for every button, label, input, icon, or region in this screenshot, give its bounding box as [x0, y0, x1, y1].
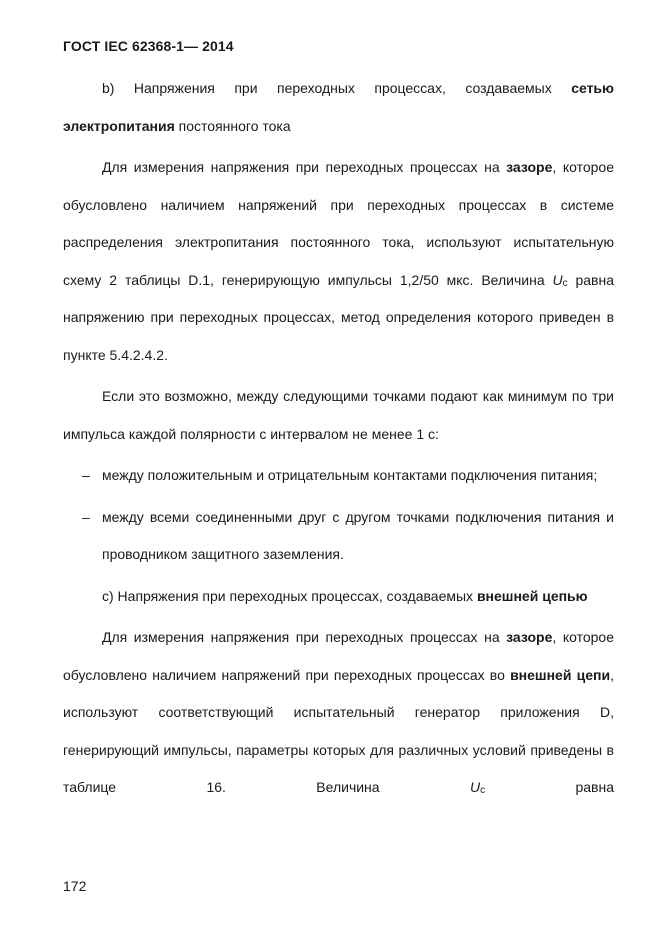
term-external-circuit: внешней цепью	[476, 587, 588, 604]
page-number: 172	[63, 878, 87, 894]
term-external-circuit: внешней цепи	[510, 666, 611, 683]
term-gap: зазоре	[506, 159, 553, 175]
paragraph-b-heading: b) Напряжения при переходных процессах, создаваемых сетью электропитания постоянного тока	[63, 80, 614, 134]
symbol-u-subscript: с	[562, 277, 568, 289]
symbol-u-subscript: с	[480, 785, 486, 796]
symbol-u: U	[469, 779, 481, 795]
list-dash: –	[82, 508, 90, 525]
list-item: – между положительным и отрицательным контактами подключения питания;	[63, 457, 614, 495]
term-gap: зазоре	[506, 629, 553, 645]
list-item: – между всеми соединенными друг с другом точками подключения питания и проводником защитного заземления.	[63, 499, 614, 574]
paragraph-impulse-application: Если это возможно, между следующими точками подают как минимум по три импульса каждой полярности с интервалом не менее 1 с:	[63, 388, 614, 442]
symbol-u: U	[552, 271, 563, 288]
document-header: ГОСТ IEC 62368-1— 2014	[63, 38, 234, 54]
term-power-network: сетью электропитания	[63, 80, 614, 134]
paragraph-c-heading: c) Напряжения при переходных процессах, создаваемых внешней цепью	[102, 587, 588, 604]
list-dash: –	[82, 467, 90, 483]
paragraph-gap-measurement-external: Для измерения напряжения при переходных процессах на зазоре, которое обусловлено наличием напряжений при переходных процессах во внешней цепи, используют соответствующий испытательный генератор приложения D, генерирующий импульсы, параметры которых для различных условий приведены в таблице 16. Величина $U_с$ равна	[63, 629, 615, 796]
document-body	[63, 70, 614, 807]
paragraph-gap-measurement-dc: Для измерения напряжения при переходных процессах на зазоре, которое обусловлено наличием напряжений при переходных процессах в системе распределения электропитания постоянного тока, используют испытательную схему 2 таблицы D.1, генерирующую импульсы 1,2/50 мкс. Величина $U_с$ равна напряжению при переходных процессах, метод определения которого приведен в пункте 5.4.2.4.2.	[63, 159, 615, 363]
